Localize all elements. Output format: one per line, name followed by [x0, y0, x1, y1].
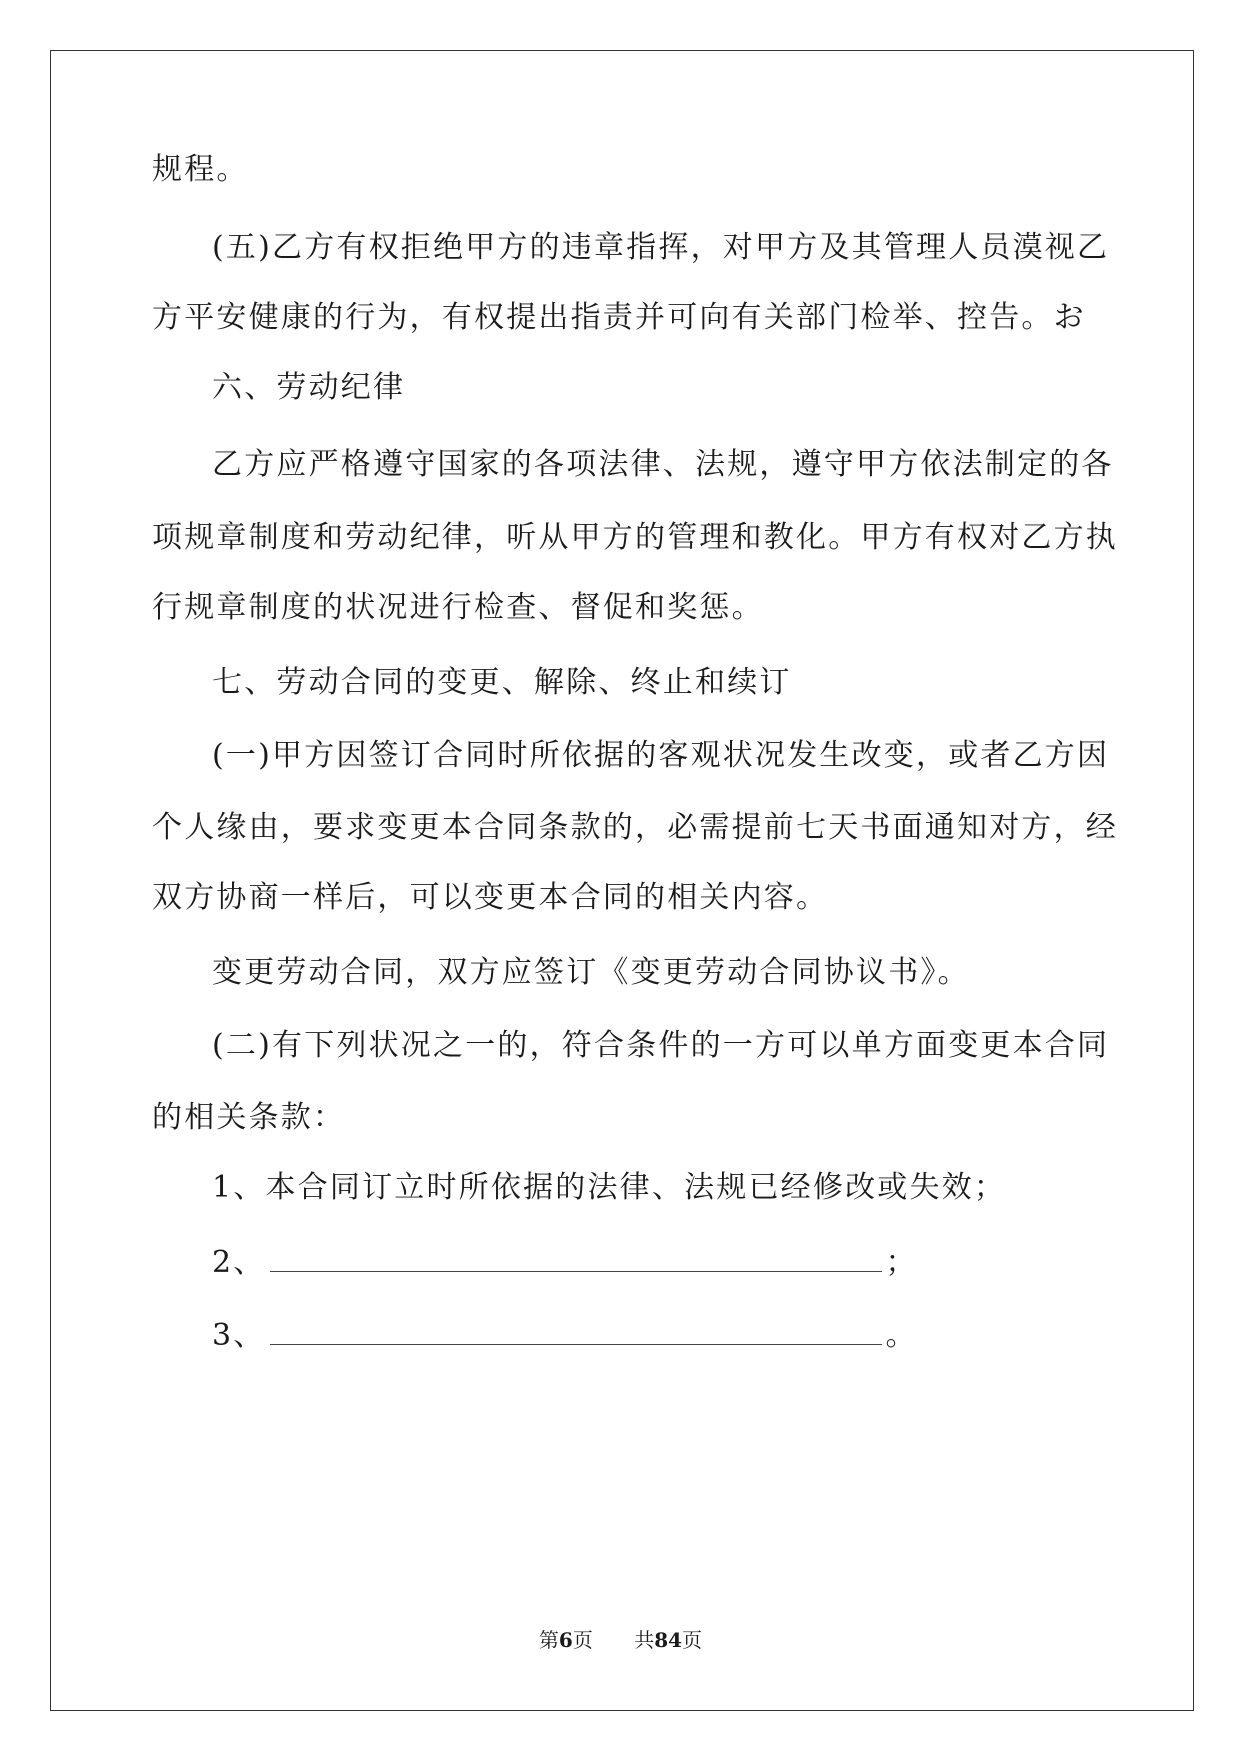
paragraph-line: 变更劳动合同，双方应签订《变更劳动合同协议书》。: [212, 955, 970, 990]
total-label-prefix: 共: [634, 1628, 655, 1652]
list-item-2-suffix: ；: [885, 1245, 918, 1280]
list-item-3-suffix: 。: [885, 1318, 918, 1353]
paragraph-line: (五)乙方有权拒绝甲方的违章指挥，对甲方及其管理人员漠视乙: [212, 230, 1110, 265]
list-item-3-prefix: 3、: [212, 1318, 266, 1353]
list-item-2: [212, 1243, 918, 1283]
list-item-3: [212, 1316, 918, 1356]
page-label-suffix: 页: [572, 1628, 593, 1652]
paragraph-line: 乙方应严格遵守国家的各项法律、法规，遵守甲方依法制定的各: [212, 447, 1114, 482]
paragraph-line: 的相关条款：: [152, 1100, 346, 1135]
paragraph-line: (一)甲方因签订合同时所依据的客观状况发生改变，或者乙方因: [212, 738, 1110, 773]
list-item-2-prefix: 2、: [212, 1245, 266, 1280]
paragraph-line: (二)有下列状况之一的，符合条件的一方可以单方面变更本合同: [212, 1028, 1110, 1063]
paragraph-line: 个人缘由，要求变更本合同条款的，必需提前七天书面通知对方，经: [152, 810, 1118, 845]
total-label-suffix: 页: [682, 1628, 703, 1652]
paragraph-line: 行规章制度的状况进行检查、督促和奖惩。: [152, 590, 764, 625]
section-heading: 七、劳动合同的变更、解除、终止和续订: [212, 665, 792, 700]
list-item-1: 1、本合同订立时所依据的法律、法规已经修改或失效；: [212, 1170, 1007, 1205]
page-number: 6: [558, 1628, 573, 1652]
paragraph-line: 方平安健康的行为，有权提出指责并可向有关部门检举、控告。お: [152, 300, 1086, 335]
paragraph-line: 双方协商一样后，可以变更本合同的相关内容。: [152, 880, 829, 915]
total-pages: 84: [654, 1628, 683, 1652]
section-heading: 六、劳动纪律: [212, 370, 406, 405]
page-footer: [0, 1628, 1241, 1652]
paragraph-line: 项规章制度和劳动纪律，听从甲方的管理和教化。甲方有权对乙方执: [152, 520, 1118, 555]
fill-in-blank: [270, 1318, 882, 1345]
fill-in-blank: [270, 1245, 882, 1272]
page-label-prefix: 第: [538, 1628, 559, 1652]
paragraph-line: 规程。: [152, 152, 249, 187]
